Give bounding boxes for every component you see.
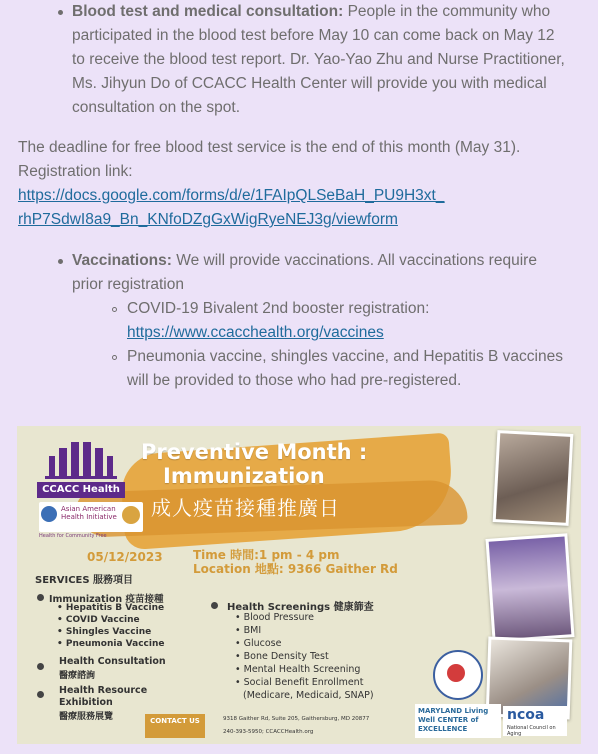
event-date: 05/12/2023 <box>87 550 163 564</box>
poster-phone: 240-393-5950; CCACCHealth.org <box>223 729 314 735</box>
living-well-logo <box>415 704 501 738</box>
vaccines-link[interactable]: https://www.ccacchealth.org/vaccines <box>127 324 384 341</box>
vaccine-item: • COVID Vaccine <box>57 615 140 625</box>
screening-item: (Medicare, Medicaid, SNAP) <box>243 690 374 701</box>
event-photo <box>485 533 574 642</box>
immunization-label: Immunization 疫苗接種 <box>49 594 164 605</box>
blood-test-line-1: Blood test and medical consultation: People in the community who <box>72 3 551 20</box>
vaccinations-line-1: Vaccinations: We will provide vaccinations. All vaccinations require <box>72 252 537 269</box>
covid-booster-text: COVID-19 Bivalent 2nd booster registration: <box>127 300 430 317</box>
event-photo <box>493 430 574 526</box>
poster-title-1: Preventive Month : <box>141 440 368 464</box>
poster-title-2: Immunization <box>163 464 325 488</box>
poster-title-chinese: 成人疫苗接種推廣日 <box>151 496 340 520</box>
deadline-text: The deadline for free blood test service is the end of this month (May 31). <box>18 139 521 156</box>
vaccine-item: • Shingles Vaccine <box>57 627 152 637</box>
screening-item: • Mental Health Screening <box>235 664 361 675</box>
screenings-heading: Health Screenings 健康篩查 <box>227 602 374 613</box>
ncoa-logo <box>503 706 567 736</box>
event-time: Time 時間:1 pm - 4 pm <box>193 548 340 562</box>
vaccine-item: • Pneumonia Vaccine <box>57 639 165 649</box>
screening-item: • Glucose <box>235 638 282 649</box>
screening-item: • Blood Pressure <box>235 612 315 623</box>
resource-label: Health Resource <box>59 685 148 696</box>
registration-label: Registration link: <box>18 163 133 180</box>
vaccinations-heading: Vaccinations: <box>72 252 172 269</box>
sub-bullet-icon <box>112 355 117 360</box>
consultation-label-cn: 醫療諮詢 <box>59 671 96 681</box>
bullet-icon <box>58 259 63 264</box>
blood-test-line-3: to receive the blood test report. Dr. Yao-Yao Zhu and Nurse Practitioner, <box>72 51 565 68</box>
bullet-icon <box>58 10 63 15</box>
registration-link[interactable]: https://docs.google.com/forms/d/e/1FAIpQLSeBaH_PU9H3xt_ <box>18 187 445 204</box>
blood-test-line-5: consultation on the spot. <box>72 99 241 116</box>
screening-item: • Social Benefit Enrollment <box>235 677 364 688</box>
sub-bullet-icon <box>112 307 117 312</box>
event-location: Location 地點: 9366 Gaither Rd <box>193 562 398 576</box>
resource-label-2: Exhibition <box>59 697 113 708</box>
screening-item: • BMI <box>235 625 262 636</box>
other-vaccines-text: Pneumonia vaccine, shingles vaccine, and Hepatitis B vaccines <box>127 348 563 365</box>
screening-item: • Bone Density Test <box>235 651 329 662</box>
ncoa-subtitle: National Council on Aging <box>507 725 556 737</box>
ncoa-label: ncoa <box>507 707 545 723</box>
county-seal-icon <box>433 650 483 700</box>
consultation-label: Health Consultation <box>59 656 166 667</box>
blood-test-line-4: Ms. Jihyun Do of CCACC Health Center will provide you with medical <box>72 75 547 92</box>
services-heading: SERVICES 服務項目 <box>35 575 134 586</box>
resource-label-cn: 醫療服務展覽 <box>59 712 114 722</box>
other-vaccines-text-2: will be provided to those who had pre-registered. <box>127 372 462 389</box>
vaccine-item: • Hepatitis B Vaccine <box>57 603 165 613</box>
living-well-label: MARYLAND Living Well CENTER of EXCELLENCE <box>418 707 489 733</box>
blood-test-heading: Blood test and medical consultation: <box>72 3 344 20</box>
registration-link-cont[interactable]: rhP7SdwI8a9_Bn_KNfoDZgGxWigRyeNEJ3g/viewform <box>18 211 398 228</box>
poster-address: 9318 Gaither Rd, Suite 205, Gaithersburg, MD 20877 <box>223 716 370 722</box>
blood-test-line-2: participated in the blood test before May 10 can come back on May 12 <box>72 27 555 44</box>
vaccinations-line-2: prior registration <box>72 276 184 293</box>
partner-name: Asian American Health Initiative <box>61 505 117 521</box>
partner-logo <box>39 502 143 532</box>
event-poster-image <box>17 426 581 744</box>
contact-us-badge: CONTACT US <box>145 714 205 738</box>
partner-subtitle: Health for Community Free <box>39 533 107 539</box>
ccacc-health-label: CCACC Health <box>42 484 120 495</box>
